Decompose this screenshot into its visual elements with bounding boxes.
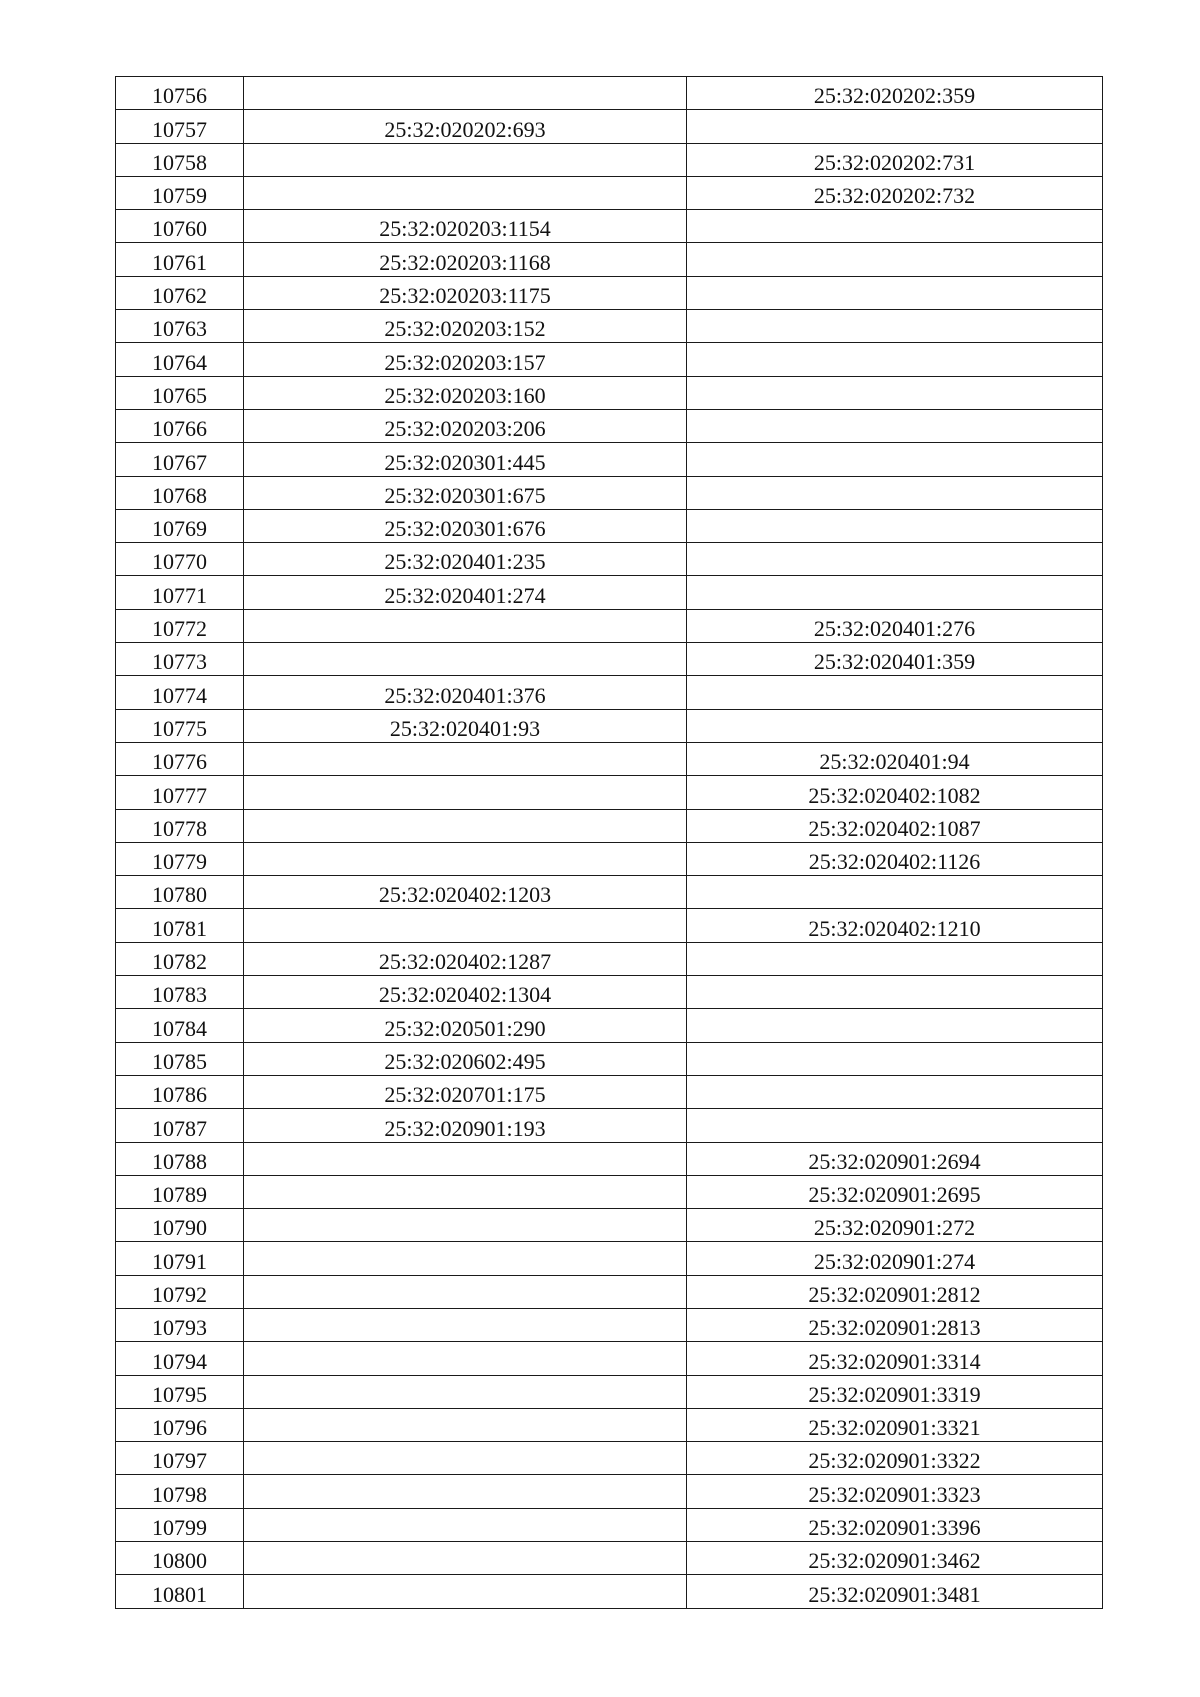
cell-text: 25:32:020203:157 [384,349,546,375]
table-row [116,376,1103,409]
row-number-cell [116,1075,244,1108]
table-row [116,1542,1103,1575]
cell-text: 10763 [152,316,207,342]
table-row [116,1109,1103,1142]
cadastral-number-cell-col2 [244,1175,687,1208]
cadastral-number-cell-col3 [687,842,1103,875]
cadastral-number-cell-col3 [687,643,1103,676]
cadastral-number-cell-col2 [244,1542,687,1575]
cell-text: 25:32:020402:1087 [808,815,981,841]
cadastral-number-cell-col2 [244,876,687,909]
cadastral-number-cell-col2 [244,509,687,542]
cadastral-number-cell-col2 [244,210,687,243]
table-row [116,809,1103,842]
row-number-cell [116,1442,244,1475]
cell-text: 25:32:020901:3319 [808,1381,981,1407]
cell-text: 10792 [152,1281,207,1307]
row-number-cell [116,1275,244,1308]
cadastral-number-cell-col3 [687,376,1103,409]
table-row [116,210,1103,243]
row-number-cell [116,143,244,176]
cadastral-number-cell-col2 [244,476,687,509]
row-number-cell [116,310,244,343]
cell-text: 25:32:020401:274 [384,582,546,608]
cadastral-number-cell-col2 [244,1275,687,1308]
cadastral-number-cell-col3 [687,676,1103,709]
cell-text: 25:32:020402:1203 [378,882,552,908]
cadastral-number-cell-col2 [244,376,687,409]
cadastral-number-cell-col2 [244,1109,687,1142]
cell-text: 25:32:020301:676 [384,516,546,542]
cell-text: 10797 [152,1448,207,1474]
cell-text: 10764 [152,349,207,375]
row-number-cell [116,1009,244,1042]
cell-text: 10791 [152,1248,207,1274]
cadastral-number-cell-col2 [244,1342,687,1375]
cell-text: 25:32:020401:376 [384,682,546,708]
row-number-cell [116,443,244,476]
row-number-cell [116,376,244,409]
table-row [116,1408,1103,1441]
cell-text: 10756 [152,83,207,109]
cadastral-number-cell-col2 [244,243,687,276]
cadastral-number-cell-col2 [244,776,687,809]
table-row [116,742,1103,775]
cadastral-number-cell-col2 [244,842,687,875]
cell-text: 10798 [152,1481,207,1507]
table-row [116,110,1103,143]
cadastral-number-cell-col2 [244,343,687,376]
cell-text: 25:32:020203:1175 [379,283,551,309]
cell-text: 10786 [152,1082,207,1108]
cell-text: 10783 [152,982,207,1008]
cell-text: 10801 [152,1581,207,1607]
row-number-cell [116,1042,244,1075]
table-row [116,1075,1103,1108]
cell-text: 10767 [152,449,207,475]
cadastral-number-cell-col3 [687,77,1103,110]
cell-text: 25:32:020402:1082 [808,782,981,808]
cell-text: 25:32:020401:94 [819,749,970,775]
cell-text: 10773 [152,649,207,675]
cell-text: 10781 [152,915,207,941]
cell-text: 25:32:020901:3323 [808,1481,981,1507]
cell-text: 25:32:020901:274 [813,1248,976,1274]
row-number-cell [116,1109,244,1142]
cadastral-number-cell-col2 [244,742,687,775]
cadastral-number-cell-col2 [244,1042,687,1075]
cell-text: 25:32:020203:1154 [379,216,551,242]
table-row [116,1009,1103,1042]
row-number-cell [116,1142,244,1175]
cadastral-number-cell-col2 [244,1009,687,1042]
cell-text: 10785 [152,1048,207,1074]
table-body [116,77,1103,1609]
cell-text: 25:32:020202:359 [813,83,976,109]
cell-text: 25:32:020402:1304 [378,982,552,1008]
cadastral-numbers-table [115,76,1103,1609]
cadastral-number-cell-col3 [687,110,1103,143]
row-number-cell [116,1242,244,1275]
table-row [116,576,1103,609]
cadastral-number-cell-col3 [687,276,1103,309]
cell-text: 25:32:020701:175 [384,1082,546,1108]
cell-text: 25:32:020301:445 [384,449,546,475]
cell-text: 25:32:020203:160 [384,382,546,408]
cadastral-number-cell-col2 [244,1508,687,1541]
cadastral-number-cell-col3 [687,476,1103,509]
cadastral-number-cell-col2 [244,543,687,576]
cell-text: 10758 [152,149,207,175]
cadastral-number-cell-col3 [687,409,1103,442]
cadastral-number-cell-col2 [244,77,687,110]
cell-text: 10770 [152,549,207,575]
row-number-cell [116,343,244,376]
cadastral-number-cell-col2 [244,809,687,842]
cadastral-number-cell-col2 [244,1442,687,1475]
row-number-cell [116,1542,244,1575]
cadastral-number-cell-col3 [687,942,1103,975]
cadastral-number-cell-col3 [687,1275,1103,1308]
table-row [116,1142,1103,1175]
cadastral-number-cell-col2 [244,276,687,309]
cadastral-number-cell-col3 [687,143,1103,176]
table-row [116,176,1103,209]
cadastral-number-cell-col2 [244,176,687,209]
cell-text: 10774 [152,682,207,708]
cadastral-number-cell-col3 [687,976,1103,1009]
row-number-cell [116,876,244,909]
row-number-cell [116,709,244,742]
row-number-cell [116,809,244,842]
cadastral-number-cell-col3 [687,1342,1103,1375]
table-row [116,543,1103,576]
cadastral-number-cell-col2 [244,1075,687,1108]
cell-text: 25:32:020203:206 [384,416,546,442]
cell-text: 10778 [152,815,207,841]
cell-text: 25:32:020501:290 [384,1015,546,1041]
cell-text: 10782 [152,949,207,975]
cadastral-number-cell-col3 [687,1209,1103,1242]
row-number-cell [116,276,244,309]
cadastral-number-cell-col2 [244,443,687,476]
cell-text: 25:32:020401:93 [389,715,541,741]
row-number-cell [116,742,244,775]
cell-text: 25:32:020401:235 [384,549,546,575]
table-row [116,409,1103,442]
table-row [116,609,1103,642]
table-row [116,1042,1103,1075]
cadastral-number-cell-col3 [687,1475,1103,1508]
cadastral-number-cell-col3 [687,1009,1103,1042]
cell-text: 25:32:020402:1287 [378,949,552,975]
table-row [116,1442,1103,1475]
row-number-cell [116,976,244,1009]
cadastral-number-cell-col2 [244,643,687,676]
cell-text: 25:32:020202:731 [813,149,976,175]
cell-text: 10787 [152,1115,207,1141]
cadastral-number-cell-col2 [244,976,687,1009]
row-number-cell [116,1209,244,1242]
cell-text: 25:32:020901:3322 [808,1448,981,1474]
cell-text: 10762 [152,283,207,309]
cell-text: 25:32:020901:272 [813,1215,976,1241]
cell-text: 10799 [152,1515,207,1541]
table-row [116,942,1103,975]
cadastral-number-cell-col2 [244,909,687,942]
cell-text: 10779 [152,849,207,875]
cadastral-number-cell-col2 [244,1308,687,1341]
cadastral-number-cell-col3 [687,576,1103,609]
cadastral-number-cell-col3 [687,310,1103,343]
cadastral-number-cell-col3 [687,1142,1103,1175]
cadastral-number-cell-col3 [687,776,1103,809]
cell-text: 25:32:020901:3321 [808,1415,981,1441]
table-row [116,1342,1103,1375]
table-row [116,77,1103,110]
cadastral-number-cell-col3 [687,243,1103,276]
cadastral-number-cell-col2 [244,310,687,343]
table-row [116,509,1103,542]
cell-text: 25:32:020301:675 [384,482,546,508]
table-row [116,1175,1103,1208]
cell-text: 10789 [152,1182,207,1208]
row-number-cell [116,210,244,243]
cell-text: 25:32:020901:3481 [808,1581,981,1607]
cadastral-number-cell-col2 [244,609,687,642]
cell-text: 10777 [152,782,207,808]
cell-text: 10759 [152,183,207,209]
cadastral-number-cell-col3 [687,1308,1103,1341]
cadastral-number-cell-col3 [687,343,1103,376]
row-number-cell [116,476,244,509]
table-row [116,143,1103,176]
cadastral-number-cell-col2 [244,110,687,143]
table-row [116,1475,1103,1508]
cadastral-number-cell-col2 [244,709,687,742]
cadastral-number-cell-col3 [687,1575,1103,1608]
cadastral-number-cell-col3 [687,1442,1103,1475]
table-row [116,310,1103,343]
cadastral-number-cell-col2 [244,1242,687,1275]
cell-text: 25:32:020202:732 [813,183,976,209]
cadastral-number-cell-col3 [687,1375,1103,1408]
row-number-cell [116,643,244,676]
row-number-cell [116,1175,244,1208]
cell-text: 10768 [152,482,207,508]
cell-text: 25:32:020402:1126 [808,849,981,875]
table-row [116,1275,1103,1308]
cell-text: 10788 [152,1148,207,1174]
cell-text: 10757 [152,116,207,142]
cadastral-number-cell-col3 [687,1408,1103,1441]
table-row [116,776,1103,809]
cell-text: 25:32:020901:2813 [808,1315,981,1341]
cadastral-number-cell-col3 [687,876,1103,909]
cadastral-number-cell-col2 [244,1209,687,1242]
cadastral-number-cell-col2 [244,1475,687,1508]
table-row [116,243,1103,276]
cadastral-number-cell-col2 [244,409,687,442]
row-number-cell [116,776,244,809]
cell-text: 10776 [152,749,207,775]
cell-text: 25:32:020203:1168 [379,249,551,275]
cell-text: 25:32:020602:495 [384,1048,546,1074]
row-number-cell [116,576,244,609]
table-row [116,1242,1103,1275]
cell-text: 25:32:020401:276 [813,616,976,642]
table-row [116,842,1103,875]
cell-text: 25:32:020901:3462 [808,1548,981,1574]
row-number-cell [116,1508,244,1541]
cell-text: 25:32:020203:152 [384,316,546,342]
row-number-cell [116,77,244,110]
table-row [116,1375,1103,1408]
cadastral-number-cell-col2 [244,1575,687,1608]
cell-text: 25:32:020401:359 [813,649,976,675]
table-row [116,1508,1103,1541]
cadastral-number-cell-col2 [244,1408,687,1441]
row-number-cell [116,676,244,709]
row-number-cell [116,1375,244,1408]
table-row [116,476,1103,509]
cell-text: 10772 [152,616,207,642]
cell-text: 10784 [152,1015,207,1041]
table-row [116,276,1103,309]
table-row [116,676,1103,709]
row-number-cell [116,243,244,276]
table-row [116,1308,1103,1341]
cell-text: 10796 [152,1415,207,1441]
cell-text: 10780 [152,882,207,908]
cadastral-number-cell-col3 [687,742,1103,775]
cadastral-number-cell-col3 [687,1075,1103,1108]
row-number-cell [116,1408,244,1441]
cell-text: 10800 [152,1548,207,1574]
cell-text: 25:32:020901:3314 [808,1348,981,1374]
cadastral-number-cell-col3 [687,1508,1103,1541]
table-row [116,909,1103,942]
cadastral-number-cell-col3 [687,1242,1103,1275]
cell-text: 25:32:020901:3396 [808,1515,981,1541]
row-number-cell [116,509,244,542]
cell-text: 25:32:020901:2694 [808,1148,981,1174]
row-number-cell [116,543,244,576]
cadastral-number-cell-col2 [244,576,687,609]
cadastral-number-cell-col3 [687,909,1103,942]
cadastral-number-cell-col3 [687,176,1103,209]
cadastral-number-cell-col3 [687,709,1103,742]
row-number-cell [116,1342,244,1375]
cell-text: 10790 [152,1215,207,1241]
table-row [116,343,1103,376]
cadastral-number-cell-col2 [244,676,687,709]
cadastral-number-cell-col2 [244,143,687,176]
cell-text: 25:32:020901:2812 [808,1281,981,1307]
cell-text: 10794 [152,1348,207,1374]
cell-text: 10795 [152,1381,207,1407]
row-number-cell [116,909,244,942]
cell-text: 10775 [152,715,207,741]
table-row [116,709,1103,742]
cadastral-number-cell-col3 [687,210,1103,243]
table-row [116,643,1103,676]
table-row [116,976,1103,1009]
cell-text: 10761 [152,249,207,275]
cadastral-number-cell-col3 [687,443,1103,476]
row-number-cell [116,1475,244,1508]
row-number-cell [116,409,244,442]
cadastral-number-cell-col3 [687,1042,1103,1075]
table-row [116,443,1103,476]
row-number-cell [116,110,244,143]
cadastral-number-cell-col3 [687,609,1103,642]
cell-text: 25:32:020901:2695 [808,1182,981,1208]
table-row [116,876,1103,909]
cell-text: 10765 [152,382,207,408]
cell-text: 10769 [152,516,207,542]
row-number-cell [116,1308,244,1341]
cell-text: 10766 [152,416,207,442]
row-number-cell [116,942,244,975]
table-row [116,1209,1103,1242]
cadastral-number-cell-col3 [687,509,1103,542]
cell-text: 25:32:020901:193 [384,1115,546,1141]
cell-text: 25:32:020202:693 [384,116,546,142]
cadastral-number-cell-col3 [687,809,1103,842]
row-number-cell [116,1575,244,1608]
cadastral-number-cell-col3 [687,1542,1103,1575]
cadastral-number-cell-col3 [687,543,1103,576]
cadastral-number-cell-col3 [687,1175,1103,1208]
cell-text: 10760 [152,216,207,242]
cell-text: 10771 [152,582,207,608]
table-row [116,1575,1103,1608]
row-number-cell [116,609,244,642]
cadastral-number-cell-col2 [244,1375,687,1408]
row-number-cell [116,842,244,875]
cadastral-number-cell-col3 [687,1109,1103,1142]
cadastral-number-cell-col2 [244,1142,687,1175]
cell-text: 10793 [152,1315,207,1341]
row-number-cell [116,176,244,209]
cell-text: 25:32:020402:1210 [808,915,981,941]
cadastral-number-cell-col2 [244,942,687,975]
